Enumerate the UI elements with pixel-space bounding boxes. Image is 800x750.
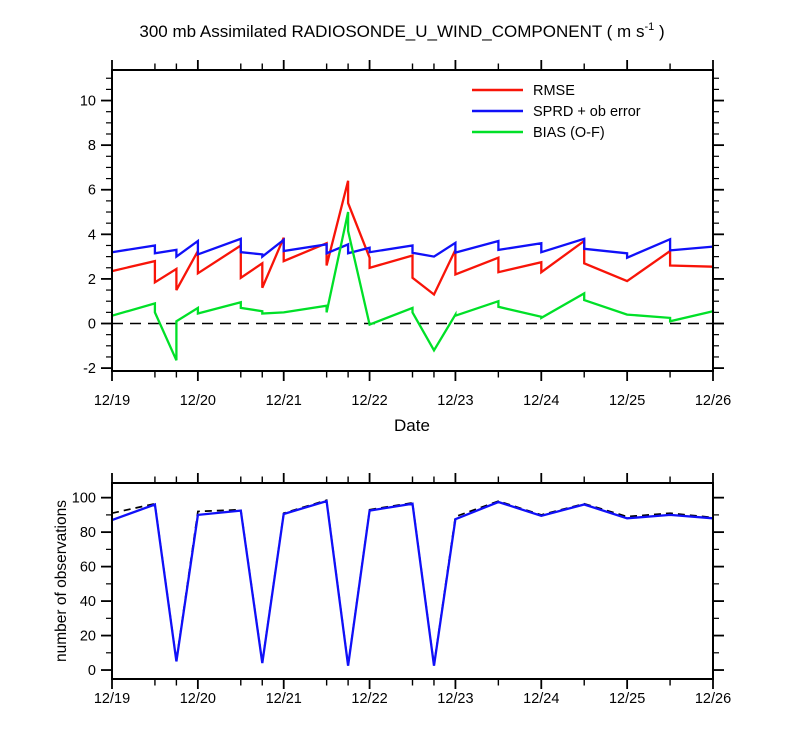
x-tick-label: 12/20 [179,691,217,707]
x-tick-label: 12/23 [437,691,474,707]
x-tick-label: 12/23 [437,393,474,409]
x-axis-title: Date [394,416,430,435]
legend-label-rmse: RMSE [533,83,575,99]
y-tick-label: 6 [87,182,96,199]
chart-title-superscript: -1 [644,21,655,33]
x-tick-label: 12/26 [694,393,732,409]
y-tick-label: 2 [87,271,96,288]
series-rmse [112,181,713,295]
series-observations-assimilated [112,501,713,666]
y-tick-label: 80 [79,525,96,542]
y-tick-label: 0 [87,316,96,333]
y-tick-label: 40 [79,594,96,611]
y-tick-label: -2 [83,361,96,378]
legend-label-bias: BIAS (O-F) [533,125,605,141]
series-observations-possible [112,500,713,665]
x-tick-label: 12/20 [179,393,217,409]
x-tick-label: 12/25 [608,393,646,409]
bottom-panel [72,473,731,707]
x-tick-label: 12/25 [608,691,646,707]
y-tick-label: 100 [71,490,96,507]
chart-title [139,21,664,41]
y-tick-label: 0 [87,663,96,680]
y-tick-label: 10 [79,93,96,110]
x-tick-label: 12/21 [265,691,302,707]
y-tick-label: 60 [79,559,96,576]
legend [472,83,641,141]
x-tick-label: 12/22 [351,393,388,409]
x-tick-label: 12/22 [351,691,388,707]
panels [72,60,731,707]
y-tick-label: 4 [87,227,96,244]
chart-title-main: 300 mb Assimilated RADIOSONDE_U_WIND_COMPONENT ( m s [139,22,645,41]
y-tick-label: 20 [79,628,96,645]
x-tick-label: 12/19 [93,393,131,409]
x-tick-label: 12/24 [523,393,560,409]
x-tick-label: 12/26 [694,691,732,707]
legend-label-sprd: SPRD + ob error [533,104,641,120]
y-axis-title-observations: number of observations [53,500,70,662]
x-tick-label: 12/24 [523,691,560,707]
y-tick-label: 8 [87,138,96,155]
series-bias-o-f- [112,212,713,360]
chart-title-end: ) [654,22,665,41]
x-tick-label: 12/19 [93,691,131,707]
x-tick-label: 12/21 [265,393,302,409]
